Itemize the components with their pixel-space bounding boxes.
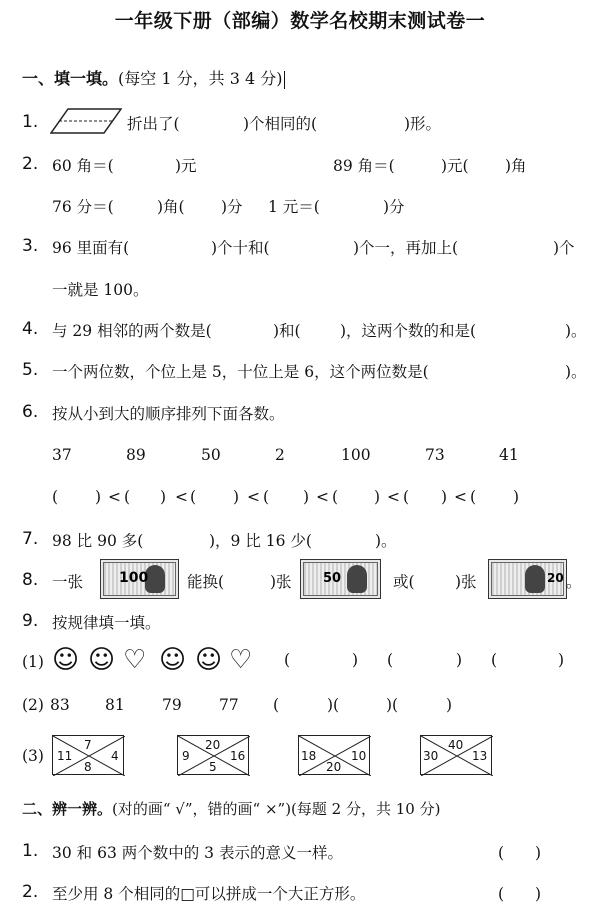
- q9-row2-blank-open: (: [333, 696, 340, 714]
- smiley-icon: ☺: [52, 645, 80, 675]
- q6-blank-close: ): [374, 488, 381, 506]
- q8-text-f: 。: [566, 573, 582, 591]
- q2-line2-b: )角(: [157, 198, 185, 216]
- q6-number-item: 37: [52, 446, 72, 464]
- q6-blank-open: (: [190, 488, 197, 506]
- envelope-figure: [177, 735, 249, 775]
- envelope-bottom: 20: [326, 760, 342, 774]
- q9-row2-number: 77: [219, 696, 239, 714]
- envelope-left: 30: [423, 749, 439, 763]
- q6-number-item: 73: [425, 446, 445, 464]
- q4-text-a: 与 29 相邻的两个数是(: [52, 322, 212, 340]
- q6-number-item: 2: [275, 446, 285, 464]
- text-cursor: [284, 71, 285, 89]
- q6-blank-close: ): [95, 488, 102, 506]
- heart-icon: ♡: [229, 645, 253, 675]
- j1-answer-blank: ( ): [498, 844, 542, 862]
- smiley-icon: ☺: [88, 645, 116, 675]
- q6-less-sign: <: [387, 488, 400, 506]
- banknote-20-icon: [488, 559, 567, 599]
- q4-text-b: )和(: [273, 322, 301, 340]
- q9-row1-blank-close: ): [558, 651, 565, 669]
- q9-row3-label: (3): [22, 747, 44, 765]
- q2-line2-e: )分: [383, 198, 405, 216]
- envelope-right: 4: [111, 749, 119, 763]
- q6-blank-open: (: [263, 488, 270, 506]
- q1-text-a: 折出了(: [127, 115, 180, 133]
- q2-line1-c: 89 角＝(: [333, 157, 395, 175]
- envelope-right: 13: [472, 749, 488, 763]
- page-title: 一年级下册（部编）数学名校期末测试卷一: [114, 10, 486, 32]
- q9-row1-blank-open: (: [387, 651, 394, 669]
- q3-line1-c: )个一，再加上(: [353, 239, 459, 257]
- q6-number-item: 50: [201, 446, 221, 464]
- q6-blank-close: ): [160, 488, 167, 506]
- banknote-100-icon: [100, 559, 179, 599]
- q9-row1-blank-open: (: [284, 651, 291, 669]
- section-1-header: [22, 66, 285, 89]
- smiley-icon: ☺: [159, 645, 187, 675]
- q6-less-sign: <: [175, 488, 188, 506]
- q7-text-a: 98 比 90 多(: [52, 532, 144, 550]
- heart-icon: ♡: [123, 645, 147, 675]
- q9-row2-number: 81: [105, 696, 125, 714]
- q9-row2-blank-close: ): [446, 696, 453, 714]
- envelope-figure: [52, 735, 124, 775]
- q8-text-b: 能换(: [187, 573, 225, 591]
- j2-answer-blank: ( ): [498, 885, 542, 903]
- q6-blank-close: ): [233, 488, 240, 506]
- q1-number: 1.: [22, 112, 39, 132]
- q2-line2-d: 1 元＝(: [268, 198, 320, 216]
- q2-number: 2.: [22, 154, 39, 174]
- q6-less-sign: <: [108, 488, 121, 506]
- q6-text: 按从小到大的顺序排列下面各数。: [52, 405, 285, 423]
- q6-blank-open: (: [470, 488, 477, 506]
- envelope-left: 9: [182, 749, 190, 763]
- parallelogram-figure: [50, 107, 122, 135]
- q9-text: 按规律填一填。: [52, 614, 161, 632]
- envelope-top: 7: [84, 738, 92, 752]
- q7-text-c: )。: [375, 532, 397, 550]
- q2-line2-a: 76 分＝(: [52, 198, 114, 216]
- q8-text-e: )张: [455, 573, 477, 591]
- q6-less-sign: <: [247, 488, 260, 506]
- q9-row2-blank-close: ): [327, 696, 334, 714]
- q9-row1-blank-open: (: [491, 651, 498, 669]
- q6-blank-open: (: [403, 488, 410, 506]
- q6-blank-open: (: [52, 488, 59, 506]
- q9-row2-blank-open: (: [273, 696, 280, 714]
- bill-value: 50: [323, 571, 342, 586]
- q8-number: 8.: [22, 570, 39, 590]
- q1-text-b: )个相同的(: [243, 115, 318, 133]
- j1-number: 1.: [22, 841, 39, 861]
- envelope-left: 18: [301, 749, 317, 763]
- q3-line1-d: )个: [553, 239, 575, 257]
- q9-row1-blank-close: ): [456, 651, 463, 669]
- q6-blank-close: ): [441, 488, 448, 506]
- j1-text: 30 和 63 两个数中的 3 表示的意义一样。: [52, 844, 343, 862]
- section-1-note: (每空 1 分，共 3 4 分): [118, 69, 283, 88]
- q3-line1-a: 96 里面有(: [52, 239, 130, 257]
- bill-value: 100: [119, 570, 149, 586]
- banknote-50-icon: [300, 559, 381, 599]
- q7-number: 7.: [22, 529, 39, 549]
- q5-number: 5.: [22, 360, 39, 380]
- q2-line1-d: )元(: [441, 157, 469, 175]
- envelope-right: 10: [351, 749, 367, 763]
- q8-text-d: 或(: [393, 573, 415, 591]
- q6-number-item: 100: [341, 446, 371, 464]
- q9-row1-label: (1): [22, 653, 44, 671]
- q9-row1-blank-close: ): [352, 651, 359, 669]
- q2-line1-a: 60 角＝(: [52, 157, 114, 175]
- q4-text-d: )。: [565, 322, 587, 340]
- q9-row2-blank-open: (: [392, 696, 399, 714]
- smiley-icon: ☺: [195, 645, 223, 675]
- j2-text: 至少用 8 个相同的□可以拼成一个大正方形。: [52, 885, 366, 903]
- envelope-top: 20: [205, 738, 221, 752]
- q1-text-c: )形。: [404, 115, 442, 133]
- q3-number: 3.: [22, 236, 39, 256]
- q6-blank-close: ): [303, 488, 310, 506]
- q5-text-a: 一个两位数，个位上是 5，十位上是 6，这个两位数是(: [52, 363, 429, 381]
- q3-line2: 一就是 100。: [52, 281, 149, 299]
- q6-blank-close: ): [513, 488, 520, 506]
- q5-text-b: )。: [565, 363, 587, 381]
- q2-line1-b: )元: [175, 157, 197, 175]
- q6-number-item: 89: [126, 446, 146, 464]
- q2-line2-c: )分: [221, 198, 243, 216]
- q6-number: 6.: [22, 402, 39, 422]
- envelope-left: 11: [57, 749, 73, 763]
- q6-blank-open: (: [332, 488, 339, 506]
- q7-text-b: )，9 比 16 少(: [209, 532, 312, 550]
- q6-less-sign: <: [316, 488, 329, 506]
- q6-blank-open: (: [124, 488, 131, 506]
- q9-row2-number: 79: [162, 696, 182, 714]
- envelope-top: 40: [448, 738, 464, 752]
- q9-row2-number: 83: [50, 696, 70, 714]
- envelope-bottom: 8: [84, 760, 92, 774]
- envelope-bottom: 5: [209, 760, 217, 774]
- q2-line1-e: )角: [505, 157, 527, 175]
- q8-text-c: )张: [270, 573, 292, 591]
- q9-row2-blank-close: ): [386, 696, 393, 714]
- section-2-header: [22, 798, 440, 819]
- q9-number: 9.: [22, 611, 39, 631]
- envelope-figure: [420, 735, 492, 775]
- section-2-note: (对的画“ √”，错的画“ ×”)(每题 2 分，共 10 分): [112, 800, 441, 818]
- bill-value: 20: [547, 571, 564, 585]
- q3-line1-b: )个十和(: [211, 239, 270, 257]
- q9-row2-label: (2): [22, 696, 44, 714]
- envelope-right: 16: [230, 749, 246, 763]
- q4-text-c: )，这两个数的和是(: [340, 322, 477, 340]
- q6-less-sign: <: [454, 488, 467, 506]
- section-1-label: 一、填一填。: [22, 69, 119, 88]
- section-2-label: 二、辨一辨。: [22, 800, 113, 818]
- q8-text-a: 一张: [52, 573, 84, 591]
- q6-number-item: 41: [499, 446, 519, 464]
- envelope-figure: [298, 735, 370, 775]
- q4-number: 4.: [22, 319, 39, 339]
- j2-number: 2.: [22, 882, 39, 902]
